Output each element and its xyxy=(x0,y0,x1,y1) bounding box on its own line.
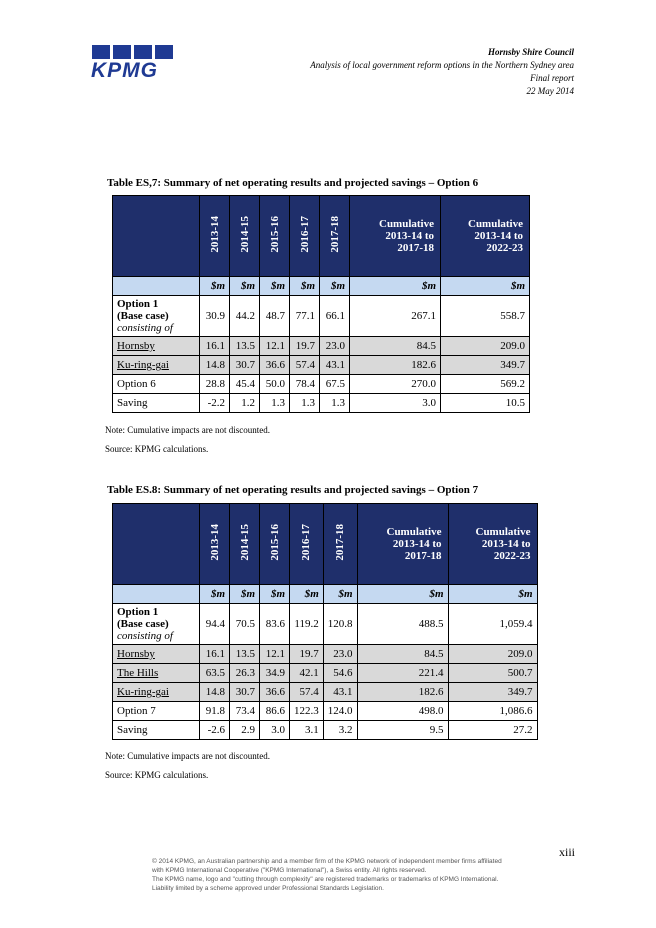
col-header-year: 2015-16 xyxy=(260,196,290,277)
table-source: Source: KPMG calculations. xyxy=(105,444,209,454)
table-row: Option 6 28.8 45.4 50.0 78.4 67.5 270.0 569.2 xyxy=(113,375,530,394)
units-row: $m $m $m $m $m $m $m xyxy=(113,277,530,296)
col-header-year: 2013-14 xyxy=(200,196,230,277)
col-header-year: 2013-14 xyxy=(200,504,230,585)
table-note: Note: Cumulative impacts are not discounted. xyxy=(105,425,270,435)
table-row: Option 7 91.8 73.4 86.6 122.3 124.0 498.0 1,086.6 xyxy=(113,702,538,721)
footer-line: The KPMG name, logo and "cutting through complexity" are registered trademarks or trademarks of KPMG International. xyxy=(152,876,499,883)
table-row: Ku-ring-gai 14.8 30.7 36.6 57.4 43.1 182.6 349.7 xyxy=(113,683,538,702)
col-header-year: 2015-16 xyxy=(260,504,290,585)
col-header-cumulative-2017-18: Cumulative 2013-14 to 2017-18 xyxy=(357,504,448,585)
col-header-year: 2014-15 xyxy=(230,196,260,277)
col-header-year: 2016-17 xyxy=(290,504,324,585)
footer-line: © 2014 KPMG, an Australian partnership and a member firm of the KPMG network of independent member firms affiliated xyxy=(152,858,502,865)
table-row-option-1: Option 1 (Base case) consisting of 30.9 44.2 48.7 77.1 66.1 267.1 558.7 xyxy=(113,296,530,337)
kpmg-logo xyxy=(90,45,174,79)
header-org: Hornsby Shire Council xyxy=(487,47,574,57)
legal-footer xyxy=(152,857,502,893)
header-blank xyxy=(113,196,200,277)
document-header xyxy=(310,46,574,98)
table-row: Ku-ring-gai 14.8 30.7 36.6 57.4 43.1 182.6 349.7 xyxy=(113,356,530,375)
table-header-row xyxy=(113,504,538,585)
header-report: Final report xyxy=(530,73,574,83)
table-row: Hornsby 16.1 13.5 12.1 19.7 23.0 84.5 209.0 xyxy=(113,337,530,356)
header-date: 22 May 2014 xyxy=(526,86,574,96)
table-row: Saving -2.2 1.2 1.3 1.3 1.3 3.0 10.5 xyxy=(113,394,530,413)
header-blank xyxy=(113,504,200,585)
col-header-year: 2017-18 xyxy=(323,504,357,585)
summary-table-option-6 xyxy=(112,195,530,413)
col-header-cumulative-2022-23: Cumulative 2013-14 to 2022-23 xyxy=(448,504,537,585)
summary-table-option-7 xyxy=(112,503,538,740)
col-header-year: 2017-18 xyxy=(320,196,350,277)
table-row: Hornsby 16.1 13.5 12.1 19.7 23.0 84.5 209.0 xyxy=(113,645,538,664)
logo-text: KPMG xyxy=(91,59,158,79)
table-row: Saving -2.6 2.9 3.0 3.1 3.2 9.5 27.2 xyxy=(113,721,538,740)
table-row: The Hills 63.5 26.3 34.9 42.1 54.6 221.4 500.7 xyxy=(113,664,538,683)
footer-line: with KPMG International Cooperative ("KPMG International"), a Swiss entity. All rights reserved. xyxy=(152,867,427,874)
header-subtitle: Analysis of local government reform options in the Northern Sydney area xyxy=(310,60,574,70)
table-header-row xyxy=(113,196,530,277)
footer-line: Liability limited by a scheme approved under Professional Standards Legislation. xyxy=(152,885,384,892)
table-title: Table ES.8: Summary of net operating results and projected savings – Option 7 xyxy=(107,484,479,496)
col-header-year: 2016-17 xyxy=(290,196,320,277)
page-number: xiii xyxy=(559,845,576,859)
table-source: Source: KPMG calculations. xyxy=(105,770,209,780)
col-header-cumulative-2022-23: Cumulative 2013-14 to 2022-23 xyxy=(441,196,530,277)
col-header-cumulative-2017-18: Cumulative 2013-14 to 2017-18 xyxy=(350,196,441,277)
table-title: Table ES,7: Summary of net operating results and projected savings – Option 6 xyxy=(107,177,479,189)
col-header-year: 2014-15 xyxy=(230,504,260,585)
table-row-option-1: Option 1 (Base case) consisting of 94.4 70.5 83.6 119.2 120.8 488.5 1,059.4 xyxy=(113,604,538,645)
units-row: $m $m $m $m $m $m $m xyxy=(113,585,538,604)
table-note: Note: Cumulative impacts are not discounted. xyxy=(105,751,270,761)
